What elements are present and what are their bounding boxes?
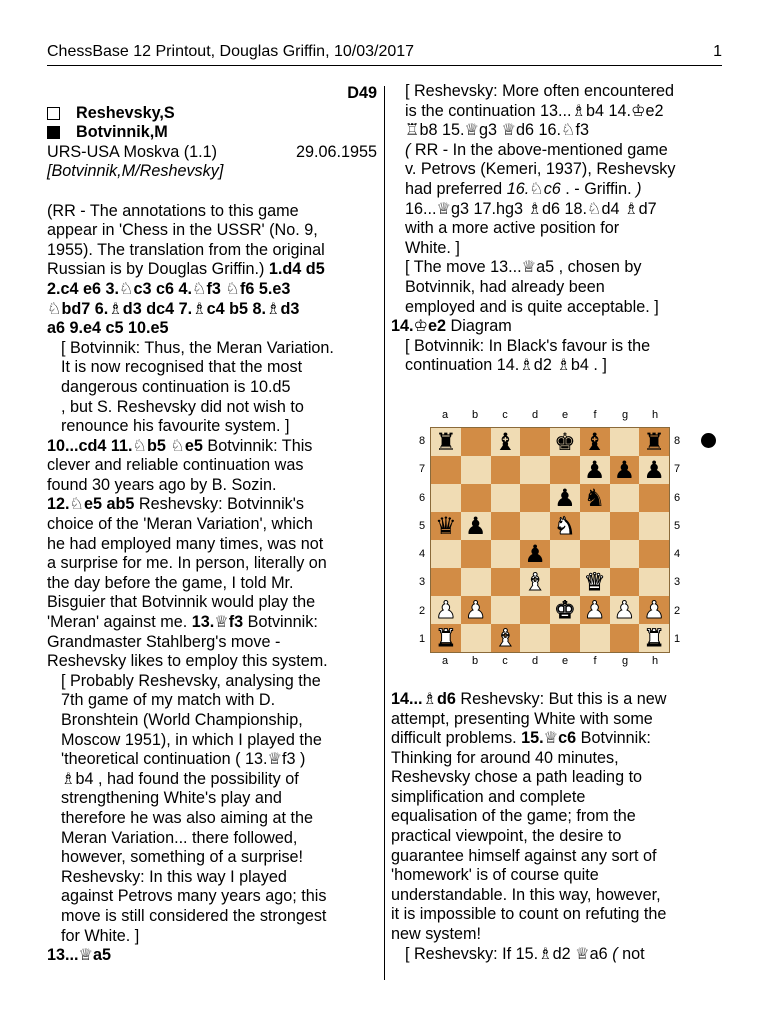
- black-king-icon: ♚︎: [554, 428, 576, 456]
- text-line: 'homework' is of course quite: [391, 866, 599, 885]
- file-label: d: [531, 409, 539, 421]
- text-line: [ Botvinnik: In Black's favour is the: [405, 336, 651, 355]
- text-line: employed and is quite acceptable. ]: [405, 297, 659, 316]
- header-title: ChessBase 12 Printout, Douglas Griffin, 10/03/2017: [47, 43, 415, 60]
- square-h2: [639, 596, 669, 624]
- square-d6: [520, 484, 550, 512]
- square-a1: [431, 624, 461, 652]
- white-king-icon: ♚︎: [554, 596, 576, 624]
- rank-label: 2: [418, 604, 426, 617]
- text-line: dangerous continuation is 10.d5: [61, 377, 291, 396]
- rank-label: 3: [418, 576, 426, 589]
- annotators: [Botvinnik,M/Reshevsky]: [47, 162, 224, 181]
- square-a7: [431, 456, 461, 484]
- black-queen-icon: ♛︎: [435, 512, 457, 540]
- square-c8: [491, 428, 521, 456]
- black-pawn-icon: ♟︎: [464, 512, 487, 540]
- black-square-icon: [47, 126, 60, 139]
- square-c4: [491, 540, 521, 568]
- file-label: f: [593, 655, 597, 667]
- page-header: [47, 43, 722, 66]
- file-label: c: [502, 655, 508, 667]
- black-pawn-icon: ♟︎: [643, 456, 665, 484]
- square-a4: [431, 540, 461, 568]
- move-text: 1.d4 d5: [268, 260, 325, 279]
- text-line: renounce his favourite system. ]: [61, 417, 290, 436]
- square-d4: [520, 540, 550, 568]
- text-line: new system!: [391, 925, 481, 944]
- square-a8: [431, 428, 461, 456]
- square-e7: [550, 456, 580, 484]
- rank-labels-right: [671, 427, 683, 653]
- text-line: ( RR - In the above-mentioned game: [405, 140, 668, 159]
- text-line: with a more active position for: [405, 219, 620, 238]
- file-label: f: [593, 409, 597, 421]
- text-line: he had employed many times, was not: [47, 534, 324, 553]
- black-pawn-icon: ♟︎: [524, 540, 546, 568]
- square-h5: [639, 512, 669, 540]
- square-d1: [520, 624, 550, 652]
- text-line: 12.♘e5 ab5 Reshevsky: Botvinnik's: [47, 495, 304, 514]
- text-line: move is still considered the strongest: [61, 906, 327, 925]
- chess-board: [430, 427, 670, 653]
- chess-diagram: [415, 405, 717, 667]
- square-e6: [550, 484, 580, 512]
- black-player-name: Botvinnik,M: [76, 123, 168, 142]
- file-label: h: [651, 409, 659, 421]
- square-h1: [639, 624, 669, 652]
- text-line: 10...cd4 11.♘b5 ♘e5 Botvinnik: This: [47, 436, 313, 455]
- black-player: [47, 123, 377, 143]
- rank-label: 5: [418, 519, 426, 532]
- square-g4: [610, 540, 640, 568]
- square-g1: [610, 624, 640, 652]
- rank-label: 7: [673, 463, 681, 476]
- square-h4: [639, 540, 669, 568]
- text-line: Moscow 1951), in which I played the: [61, 730, 322, 749]
- square-d7: [520, 456, 550, 484]
- square-g3: [610, 568, 640, 596]
- move-text: 10...cd4 11.♘b5 ♘e5: [47, 436, 203, 455]
- square-h3: [639, 568, 669, 596]
- text-line: Bronshtein (World Championship,: [61, 711, 303, 729]
- square-h7: [639, 456, 669, 484]
- text-line: Reshevsky: In this way I played: [61, 867, 287, 886]
- square-h6: [639, 484, 669, 512]
- text-line: Grandmaster Stahlberg's move -: [47, 632, 281, 651]
- text-line: attempt, presenting White with some: [391, 709, 653, 728]
- white-knight-icon: ♞︎: [554, 512, 576, 540]
- move-text: 12.♘e5 ab5: [47, 495, 135, 514]
- text-line: Reshevsky likes to employ this system.: [47, 652, 328, 671]
- square-c7: [491, 456, 521, 484]
- square-f5: [580, 512, 610, 540]
- text-line: is the continuation 13...♗b4 14.♔e2: [405, 101, 664, 120]
- white-pawn-icon: ♟︎: [464, 596, 487, 624]
- square-g6: [610, 484, 640, 512]
- white-rook-icon: ♜︎: [643, 624, 665, 652]
- move-text: 14.♔e2: [391, 317, 447, 336]
- square-b2: [461, 596, 491, 624]
- move-line: 13...♕a5: [47, 946, 112, 965]
- white-bishop-icon: ♝︎: [494, 624, 517, 652]
- text-line: Reshevsky chose a path leading to: [391, 768, 643, 787]
- file-labels-bottom: [430, 655, 670, 669]
- file-label: d: [531, 655, 539, 667]
- square-d2: [520, 596, 550, 624]
- file-label: e: [561, 655, 569, 667]
- square-b3: [461, 568, 491, 596]
- text-line: Botvinnik, had already been: [405, 277, 605, 296]
- white-square-icon: [47, 107, 60, 120]
- square-b6: [461, 484, 491, 512]
- square-f6: [580, 484, 610, 512]
- eco-code: D49: [347, 84, 377, 102]
- square-e4: [550, 540, 580, 568]
- black-rook-icon: ♜︎: [643, 428, 665, 456]
- white-pawn-icon: ♟︎: [583, 596, 606, 624]
- page-number: 1: [713, 43, 722, 60]
- white-pawn-icon: ♟︎: [435, 596, 457, 624]
- text-line: choice of the 'Meran Variation', which: [47, 515, 313, 534]
- side-to-move-indicator: [701, 433, 716, 448]
- text-line: simplification and complete: [391, 787, 586, 806]
- file-label: a: [441, 655, 449, 667]
- square-a3: [431, 568, 461, 596]
- move-line: a6 9.e4 c5 10.e5: [47, 319, 169, 338]
- text-line: 14.♔e2 Diagram: [391, 317, 512, 336]
- text-line: however, something of a surprise!: [61, 848, 304, 867]
- square-f3: [580, 568, 610, 596]
- white-bishop-icon: ♝︎: [524, 568, 546, 596]
- black-pawn-icon: ♟︎: [554, 484, 576, 512]
- move-text: 16.♘c6: [506, 179, 561, 198]
- file-label: h: [651, 655, 659, 667]
- text-line: White. ]: [405, 238, 460, 257]
- black-pawn-icon: ♟︎: [613, 456, 636, 484]
- text-line: it is impossible to count on refuting the: [391, 905, 667, 924]
- square-d8: [520, 428, 550, 456]
- square-f8: [580, 428, 610, 456]
- move-line: ♘bd7 6.♗d3 dc4 7.♗c4 b5 8.♗d3: [47, 299, 300, 318]
- rank-label: 6: [673, 491, 681, 504]
- rank-label: 8: [418, 435, 426, 448]
- rank-labels-left: [416, 427, 428, 653]
- square-c2: [491, 596, 521, 624]
- file-label: e: [561, 409, 569, 421]
- event-line: [47, 143, 377, 163]
- text-line: against Petrovs many years ago; this: [61, 887, 327, 906]
- square-c5: [491, 512, 521, 540]
- text-line: therefore he was also aiming at the: [61, 808, 313, 827]
- square-e5: [550, 512, 580, 540]
- square-f4: [580, 540, 610, 568]
- white-player-name: Reshevsky,S: [76, 103, 175, 122]
- text-line: Russian is by Douglas Griffin.) 1.d4 d5: [47, 260, 325, 279]
- square-b1: [461, 624, 491, 652]
- white-pawn-icon: ♟︎: [643, 596, 665, 624]
- text-line: understandable. In this way, however,: [391, 885, 661, 904]
- file-label: b: [471, 655, 479, 667]
- square-f2: [580, 596, 610, 624]
- square-g7: [610, 456, 640, 484]
- move-text: 15.♕c6: [521, 729, 577, 748]
- rank-label: 8: [673, 435, 681, 448]
- rank-label: 5: [673, 519, 681, 532]
- move-line: 2.c4 e6 3.♘c3 c6 4.♘f3 ♘f6 5.e3: [47, 279, 291, 298]
- square-d3: [520, 568, 550, 596]
- square-f7: [580, 456, 610, 484]
- text-line: v. Petrovs (Kemeri, 1937), Reshevsky: [405, 160, 676, 179]
- square-b8: [461, 428, 491, 456]
- move-text: 13.♕f3: [191, 613, 244, 632]
- text-line: , but S. Reshevsky did not wish to: [61, 397, 304, 416]
- text-line: 'theoretical continuation ( 13.♕f3 ): [61, 750, 306, 769]
- square-b4: [461, 540, 491, 568]
- white-rook-icon: ♜︎: [435, 624, 457, 652]
- square-c6: [491, 484, 521, 512]
- square-a2: [431, 596, 461, 624]
- game-date: 29.06.1955: [295, 142, 377, 161]
- text-line: 1955). The translation from the original: [47, 240, 325, 259]
- text-line: appear in 'Chess in the USSR' (No. 9,: [47, 221, 318, 240]
- rank-label: 1: [673, 632, 681, 645]
- rank-label: 6: [418, 491, 426, 504]
- text-line: for White. ]: [61, 926, 140, 945]
- file-label: b: [471, 409, 479, 421]
- text-line: Bisguier that Botvinnik would play the: [47, 593, 316, 612]
- text-line: [ Probably Reshevsky, analysing the: [61, 671, 321, 690]
- square-d5: [520, 512, 550, 540]
- text-line: [ Reshevsky: If 15.♗d2 ♕a6 ( not: [405, 944, 645, 963]
- text-line: 16...♕g3 17.hg3 ♗d6 18.♘d4 ♗d7: [405, 199, 657, 218]
- text-line: strengthening White's play and: [61, 789, 282, 808]
- rank-label: 7: [418, 463, 426, 476]
- square-g5: [610, 512, 640, 540]
- white-player: [47, 104, 377, 124]
- text-line: guarantee himself against any sort of: [391, 846, 657, 865]
- white-pawn-icon: ♟︎: [613, 596, 636, 624]
- black-bishop-icon: ♝︎: [583, 428, 606, 456]
- text-line: equalisation of the game; from the: [391, 807, 636, 826]
- square-a6: [431, 484, 461, 512]
- text-line: found 30 years ago by B. Sozin.: [47, 475, 277, 494]
- move-text: 14...♗d6: [391, 689, 456, 708]
- text-line: 'Meran' against me. 13.♕f3 Botvinnik:: [47, 613, 318, 632]
- square-c3: [491, 568, 521, 596]
- square-e8: [550, 428, 580, 456]
- square-b7: [461, 456, 491, 484]
- black-rook-icon: ♜︎: [435, 428, 457, 456]
- text-line: Thinking for around 40 minutes,: [391, 748, 619, 767]
- column-divider: [384, 86, 385, 980]
- square-g8: [610, 428, 640, 456]
- square-g2: [610, 596, 640, 624]
- left-column: [47, 84, 377, 966]
- text-line: 14...♗d6 Reshevsky: But this is a new: [391, 689, 667, 708]
- text-line: ♗b4 , had found the possibility of: [61, 769, 299, 788]
- rank-label: 1: [418, 632, 426, 645]
- square-c1: [491, 624, 521, 652]
- square-e1: [550, 624, 580, 652]
- square-f1: [580, 624, 610, 652]
- square-e2: [550, 596, 580, 624]
- black-pawn-icon: ♟︎: [583, 456, 606, 484]
- file-labels-top: [430, 409, 670, 423]
- event-name: URS-USA Moskva (1.1): [47, 142, 218, 161]
- text-line: It is now recognised that the most: [61, 358, 303, 377]
- text-line: [ Botvinnik: Thus, the Meran Variation.: [61, 338, 334, 357]
- square-e3: [550, 568, 580, 596]
- square-a5: [431, 512, 461, 540]
- text-line: [ The move 13...♕a5 , chosen by: [405, 258, 642, 277]
- file-label: c: [502, 409, 508, 421]
- text-line: difficult problems. 15.♕c6 Botvinnik:: [391, 729, 651, 748]
- rank-label: 3: [673, 576, 681, 589]
- text-line: the day before the game, I told Mr.: [47, 573, 294, 592]
- file-label: a: [441, 409, 449, 421]
- text-line: practical viewpoint, the desire to: [391, 827, 622, 846]
- rank-label: 4: [673, 548, 681, 561]
- black-knight-icon: ♞︎: [583, 484, 606, 512]
- text-line: had preferred 16.♘c6 . - Griffin. ): [405, 179, 642, 198]
- white-queen-icon: ♛︎: [583, 568, 606, 596]
- text-line: 7th game of my match with D.: [61, 691, 276, 710]
- text-line: continuation 14.♗d2 ♗b4 . ]: [405, 356, 607, 375]
- black-bishop-icon: ♝︎: [494, 428, 517, 456]
- text-line: ♖b8 15.♕g3 ♕d6 16.♘f3: [405, 121, 590, 140]
- file-label: g: [621, 655, 629, 667]
- square-b5: [461, 512, 491, 540]
- rank-label: 2: [673, 604, 681, 617]
- text-line: clever and reliable continuation was: [47, 456, 304, 475]
- file-label: g: [621, 409, 629, 421]
- text-line: [ Reshevsky: More often encountered: [405, 82, 675, 100]
- rank-label: 4: [418, 548, 426, 561]
- square-h8: [639, 428, 669, 456]
- text-line: (RR - The annotations to this game: [47, 201, 299, 220]
- text-line: Meran Variation... there followed,: [61, 828, 298, 847]
- text-line: a surprise for me. In person, literally on: [47, 554, 327, 573]
